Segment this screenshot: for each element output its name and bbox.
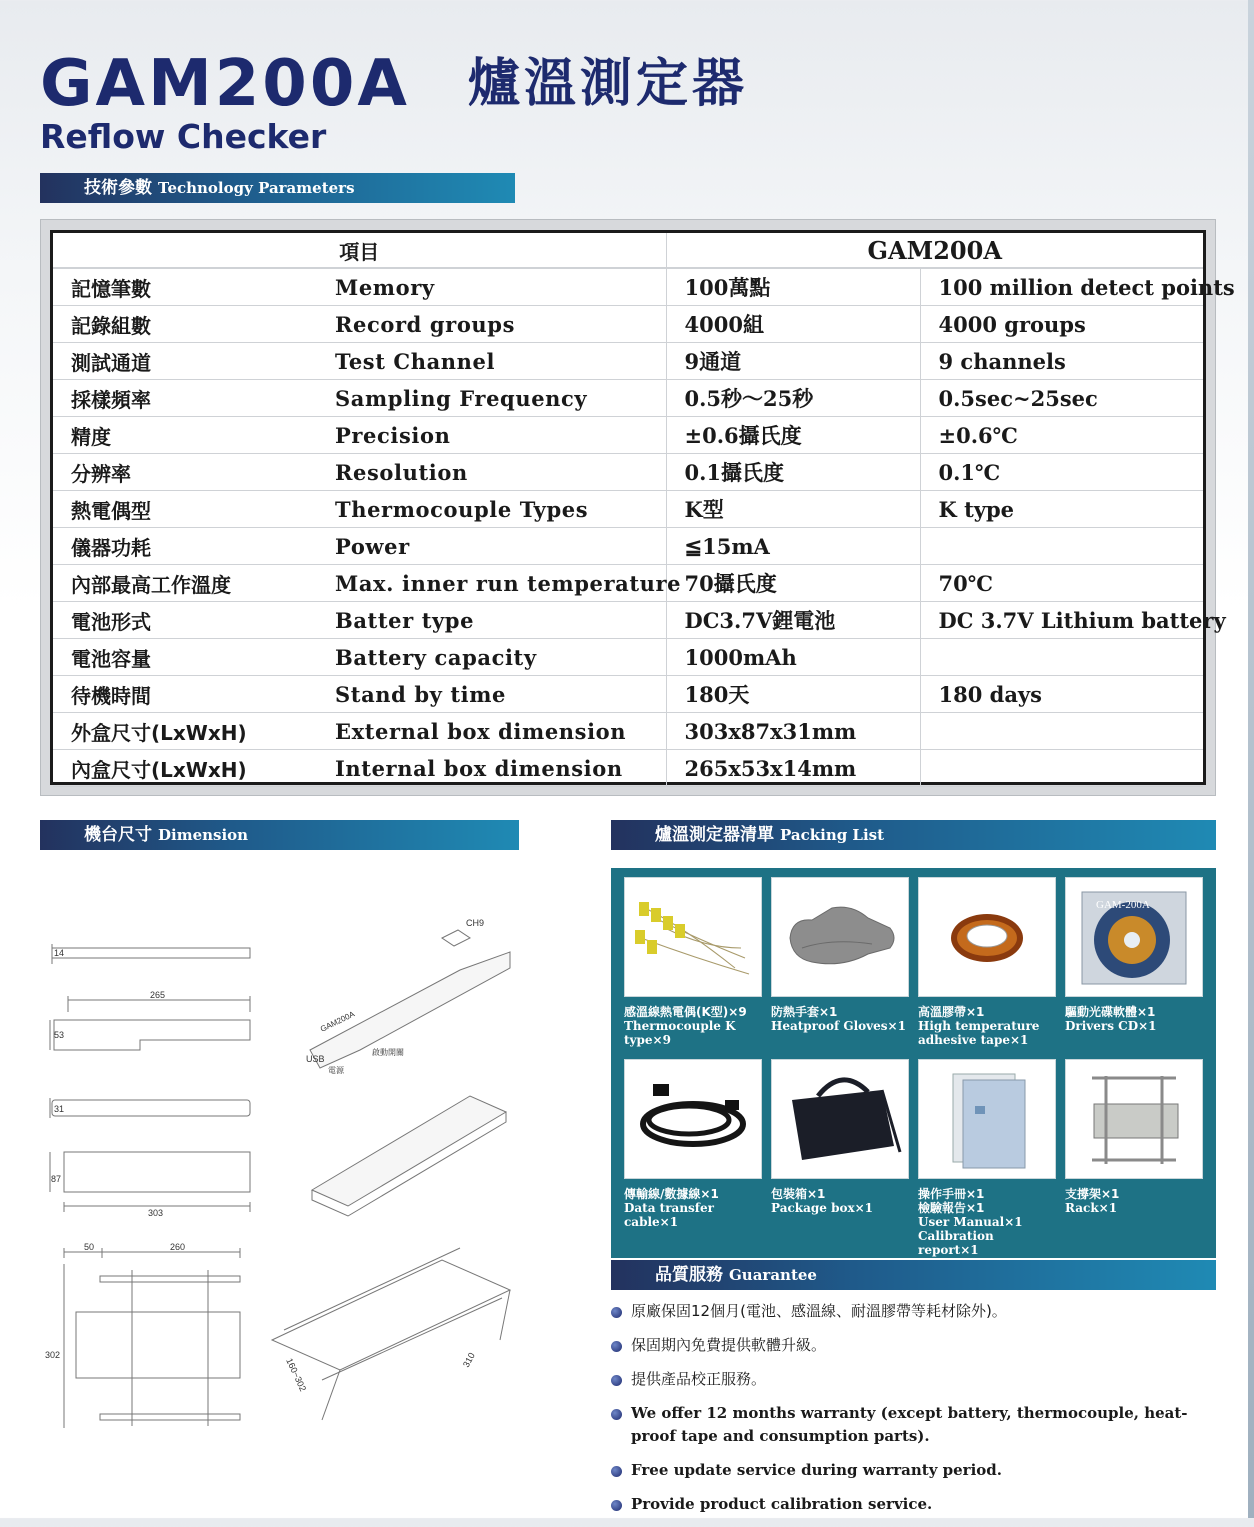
spec-table: [53, 233, 1235, 787]
guarantee-section-title-cn: 品質服務: [655, 1265, 723, 1285]
packing-item-2-cn: 防熱手套×1: [771, 1005, 838, 1019]
spec-item-cn: 測試通道: [53, 343, 317, 380]
spec-item-cn: 外盒尺寸(LxWxH): [53, 713, 317, 750]
spec-value-en: [920, 528, 1203, 565]
packing-item-7-cn2: 檢驗報告×1: [918, 1201, 985, 1215]
spec-value-cn: DC3.7V鋰電池: [666, 602, 920, 639]
spec-row: [53, 454, 1203, 491]
tech-section-bar: [40, 173, 515, 203]
spec-item-en: Memory: [317, 268, 666, 306]
packing-item-bag: [771, 1059, 909, 1215]
dim-label-265: 265: [150, 990, 166, 1000]
spec-header-item: 項目: [53, 233, 666, 268]
model-title: GAM200A: [40, 47, 410, 121]
spec-value-en: 180 days: [920, 676, 1203, 713]
spec-row: [53, 639, 1203, 676]
guarantee-item: 原廠保固12個月(電池、感溫線、耐溫膠帶等耗材除外)。: [611, 1300, 1211, 1323]
spec-item-en: Resolution: [317, 454, 666, 491]
tech-section-title-en: Technology Parameters: [158, 179, 355, 197]
spec-row: [53, 491, 1203, 528]
spec-item-cn: 內部最高工作溫度: [53, 565, 317, 602]
spec-row: [53, 306, 1203, 343]
box-iso-view: [312, 1096, 506, 1206]
spec-row: [53, 676, 1203, 713]
spec-value-cn: 1000mAh: [666, 639, 920, 676]
spec-header-model: GAM200A: [666, 233, 1203, 268]
product-subtitle: Reflow Checker: [40, 117, 327, 156]
spec-value-cn: ±0.6攝氏度: [666, 417, 920, 454]
spec-value-en: K type: [920, 491, 1203, 528]
box-top-view: [64, 1152, 250, 1192]
packing-item-7-en: User Manual×1: [918, 1215, 1023, 1229]
spec-item-en: Batter type: [317, 602, 666, 639]
spec-value-cn: 303x87x31mm: [666, 713, 920, 750]
spec-item-cn: 分辨率: [53, 454, 317, 491]
spec-item-en: Max. inner run temperature: [317, 565, 666, 602]
spec-value-cn: K型: [666, 491, 920, 528]
right-edge-stripe: [1248, 0, 1254, 1518]
spec-item-cn: 內盒尺寸(LxWxH): [53, 750, 317, 787]
packing-item-6-cn: 包裝箱×1: [771, 1187, 826, 1201]
guarantee-section-title-en: Guarantee: [729, 1266, 817, 1284]
dim-label-310: 310: [460, 1350, 477, 1369]
dimension-section-title-en: Dimension: [158, 826, 249, 844]
spec-table-frame: [40, 219, 1235, 796]
dim-label-50: 50: [84, 1242, 95, 1252]
packing-item-rack: [1065, 1059, 1203, 1215]
spec-item-en: Internal box dimension: [317, 750, 666, 787]
guarantee-item: Free update service during warranty period.: [611, 1459, 1211, 1482]
packing-item-4-cn: 驅動光碟軟體×1: [1065, 1005, 1156, 1019]
guarantee-item: 提供產品校正服務。: [611, 1368, 1211, 1391]
ch9-label: CH9: [466, 918, 485, 928]
spec-row: [53, 268, 1203, 306]
packing-item-7-en2: Calibration report×1: [918, 1229, 994, 1257]
packing-item-5-cn: 傳輸線/數據線×1: [624, 1187, 719, 1201]
guarantee-item: 保固期內免費提供軟體升級。: [611, 1334, 1211, 1357]
device-model-label: GAM200A: [318, 1009, 357, 1034]
dim-label-31: 31: [54, 1104, 65, 1114]
spec-value-en: ±0.6℃: [920, 417, 1203, 454]
spec-item-en: Test Channel: [317, 343, 666, 380]
guarantee-list: [611, 1300, 1211, 1527]
spec-row: [53, 713, 1203, 750]
rack-icon: [1066, 1060, 1202, 1178]
tape-icon: [919, 878, 1055, 996]
dim-label-53: 53: [54, 1030, 65, 1040]
spec-value-cn: ≦15mA: [666, 528, 920, 565]
cable-icon: [625, 1060, 761, 1178]
spec-item-cn: 電池容量: [53, 639, 317, 676]
spec-header-row: [53, 233, 1203, 268]
glove-icon: [772, 878, 908, 996]
spec-value-cn: 70攝氏度: [666, 565, 920, 602]
spec-item-en: Sampling Frequency: [317, 380, 666, 417]
spec-item-cn: 電池形式: [53, 602, 317, 639]
start-switch-label: 啟動開關: [372, 1048, 404, 1057]
spec-item-cn: 儀器功耗: [53, 528, 317, 565]
packing-item-8-cn: 支撐架×1: [1065, 1187, 1120, 1201]
spec-row: [53, 565, 1203, 602]
dim-label-87: 87: [51, 1174, 62, 1184]
spec-item-en: Record groups: [317, 306, 666, 343]
spec-value-cn: 0.5秒～25秒: [666, 380, 920, 417]
device-iso-view: [310, 952, 510, 1068]
spec-item-cn: 待機時間: [53, 676, 317, 713]
dim-label-302: 302: [45, 1350, 61, 1360]
spec-value-cn: 100萬點: [666, 268, 920, 306]
spec-value-en: 9 channels: [920, 343, 1203, 380]
packing-item-tape: [918, 877, 1056, 1047]
top-thin-view: [52, 948, 250, 958]
cd-label: GAM-200A: [1096, 899, 1150, 911]
spec-item-cn: 記憶筆數: [53, 268, 317, 306]
dim-label-303: 303: [148, 1208, 164, 1218]
spec-value-en: 0.1℃: [920, 454, 1203, 491]
side-view: [52, 1100, 250, 1116]
packing-item-cd: [1065, 877, 1203, 1033]
spec-row: [53, 343, 1203, 380]
dimension-section-title-cn: 機台尺寸: [84, 825, 152, 845]
packing-item-8-en: Rack×1: [1065, 1201, 1118, 1215]
spec-item-cn: 熱電偶型: [53, 491, 317, 528]
packing-item-6-en: Package box×1: [771, 1201, 874, 1215]
packing-item-thermocouple: [624, 877, 762, 1047]
packing-item-1-cn: 感溫線熱電偶(K型)×9: [624, 1005, 747, 1019]
spec-item-en: Battery capacity: [317, 639, 666, 676]
spec-value-en: 4000 groups: [920, 306, 1203, 343]
packing-item-gloves: [771, 877, 909, 1033]
packing-item-3-cn: 高溫膠帶×1: [918, 1005, 985, 1019]
dim-label-14: 14: [54, 948, 65, 958]
spec-value-en: 100 million detect points: [920, 268, 1203, 306]
internal-plate-view: [54, 1020, 250, 1050]
spec-value-en: 70℃: [920, 565, 1203, 602]
spec-item-en: Stand by time: [317, 676, 666, 713]
spec-value-en: [920, 639, 1203, 676]
spec-value-cn: 0.1攝氏度: [666, 454, 920, 491]
packing-item-cable: [624, 1059, 762, 1229]
packing-item-1-en: Thermocouple K type×9: [624, 1019, 736, 1047]
dim-label-160-302: 160~302: [284, 1356, 309, 1393]
spec-item-cn: 記錄組數: [53, 306, 317, 343]
spec-table-container: [50, 230, 1235, 785]
spec-item-cn: 採樣頻率: [53, 380, 317, 417]
guarantee-section-bar: [611, 1260, 1216, 1290]
spec-row: [53, 380, 1203, 417]
product-title-cn: 爐溫測定器: [468, 54, 749, 114]
packing-section-bar: [611, 820, 1216, 850]
spec-item-en: Power: [317, 528, 666, 565]
spec-value-en: [920, 750, 1203, 787]
dimension-section-bar: [40, 820, 519, 850]
spec-value-en: [920, 713, 1203, 750]
power-label: 電源: [328, 1066, 344, 1075]
packing-section-title-cn: 爐溫測定器清單: [655, 825, 774, 845]
rack-top-view: [76, 1312, 240, 1378]
spec-row: [53, 750, 1203, 787]
spec-value-cn: 9通道: [666, 343, 920, 380]
packing-section-title-en: Packing List: [780, 826, 885, 844]
spec-item-en: External box dimension: [317, 713, 666, 750]
spec-item-en: Precision: [317, 417, 666, 454]
spec-row: [53, 602, 1203, 639]
packing-list-panel: [611, 868, 1216, 1258]
spec-value-cn: 265x53x14mm: [666, 750, 920, 787]
packing-item-7-cn: 操作手冊×1: [918, 1187, 985, 1201]
cd-icon: [1066, 878, 1202, 996]
rack-iso-view: [272, 1260, 510, 1370]
dim-label-260: 260: [170, 1242, 186, 1252]
spec-row: [53, 417, 1203, 454]
spec-value-cn: 180天: [666, 676, 920, 713]
bag-icon: [772, 1060, 908, 1178]
packing-item-3-en: High temperature adhesive tape×1: [918, 1019, 1040, 1047]
dimension-drawings: [40, 860, 560, 1460]
spec-value-en: DC 3.7V Lithium battery: [920, 602, 1203, 639]
thermocouple-icon: [625, 878, 761, 996]
packing-item-4-en: Drivers CD×1: [1065, 1019, 1157, 1033]
spec-value-en: 0.5sec~25sec: [920, 380, 1203, 417]
packing-item-5-en: Data transfer cable×1: [624, 1201, 714, 1229]
spec-row: [53, 528, 1203, 565]
spec-table-body: [53, 268, 1235, 787]
spec-value-cn: 4000組: [666, 306, 920, 343]
guarantee-item: We offer 12 months warranty (except battery, thermocouple, heat-proof tape and consumption parts).: [611, 1402, 1211, 1448]
spec-item-en: Thermocouple Types: [317, 491, 666, 528]
tech-section-title-cn: 技術參數: [84, 178, 152, 198]
packing-item-manual: [918, 1059, 1056, 1257]
packing-item-2-en: Heatproof Gloves×1: [771, 1019, 906, 1033]
usb-label: USB: [306, 1054, 325, 1064]
manual-icon: [919, 1060, 1055, 1178]
spec-item-cn: 精度: [53, 417, 317, 454]
guarantee-item: Provide product calibration service.: [611, 1493, 1211, 1516]
